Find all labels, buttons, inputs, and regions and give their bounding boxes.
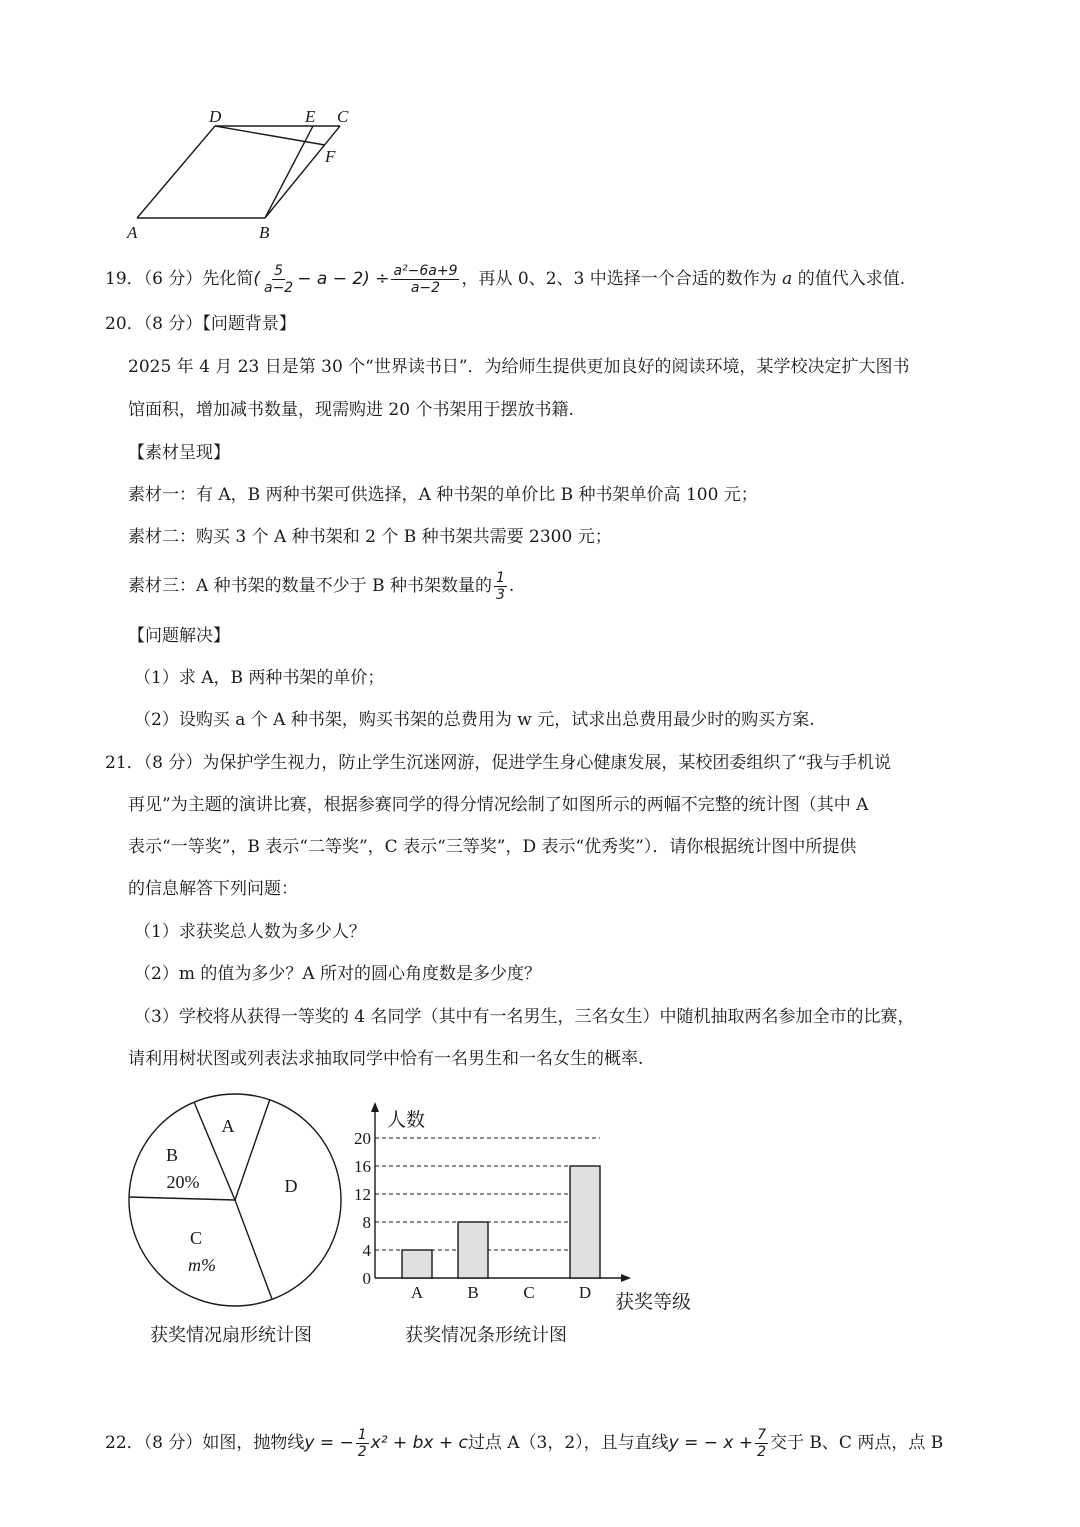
y-tick-label-4: 4 xyxy=(362,1241,371,1260)
q20-material-2: 素材二：购买 3 个 A 种书架和 2 个 B 种书架共需要 2300 元； xyxy=(128,527,612,547)
q20-material-1: 素材一：有 A，B 两种书架可供选择，A 种书架的单价比 B 种书架单价高 100 元； xyxy=(128,485,758,505)
q21-sub-1: （1）求获奖总人数为多少人？ xyxy=(134,922,366,942)
y-tick-label-8: 8 xyxy=(362,1213,371,1232)
pie-label-D: D xyxy=(284,1176,298,1196)
x-axis-title: 获奖等级 xyxy=(615,1292,692,1313)
pie-label-A: A xyxy=(221,1116,235,1136)
q20-material-3: 素材三：A 种书架的数量不少于 B 种书架数量的 $\frac{1}{3}$ . xyxy=(128,570,515,603)
pie-chart-title: 获奖情况扇形统计图 xyxy=(150,1325,312,1346)
bar-D xyxy=(570,1166,600,1278)
x-tick-label-A: A xyxy=(410,1283,424,1302)
question-19: 19．（6 分）先化简( $\frac{5}{a-2}$ − a − 2) ÷ $\frac{\text{a²−6a+9}}{a-2}$ ，再从 0、2、3 中选择一个合适的数作为 a 的值代入求值. xyxy=(105,263,906,296)
q20-background-line-2: 馆面积，增加减书数量，现需购进 20 个书架用于摆放书籍. xyxy=(128,400,574,420)
q20-sub-1: （1）求 A，B 两种书架的单价； xyxy=(134,668,385,688)
q21-line-4: 的信息解答下列问题： xyxy=(128,879,298,899)
q21-line-1: 21．（8 分）为保护学生视力，防止学生沉迷网游，促进学生身心健康发展，某校团委组织了“我与手机说 xyxy=(105,753,892,773)
question-22: 22．（8 分）如图，抛物线y = − $\frac{1}{2}$ x² + bx + c过点 A（3，2），且与直线y = − x + $\frac{7}{2}$ 交于 B、C 两点，点 B xyxy=(105,1427,944,1460)
segment-BE xyxy=(265,126,313,218)
q19-number: 19．（6 分）先化简 xyxy=(105,269,254,289)
y-axis-title: 人数 xyxy=(387,1110,426,1131)
parallelogram-figure xyxy=(115,100,375,245)
pie-value-B: 20% xyxy=(166,1172,200,1192)
q19-middle: − a − 2) ÷ xyxy=(297,269,390,289)
pie-chart xyxy=(120,1085,350,1315)
x-tick-label-C: C xyxy=(523,1283,535,1302)
q19-fraction-1: $\frac{5}{a-2}$ xyxy=(264,263,294,296)
q21-line-2: 再见”为主题的演讲比赛，根据参赛同学的得分情况绘制了如图所示的两幅不完整的统计图（其中 A xyxy=(128,795,869,815)
q20-materials-title: 【素材呈现】 xyxy=(128,443,230,463)
q20-background-line-1: 2025 年 4 月 23 日是第 30 个“世界读书日”．为给师生提供更加良好的阅读环境，某学校决定扩大图书 xyxy=(128,357,910,377)
label-E: E xyxy=(305,107,316,126)
y-tick-label-20: 20 xyxy=(354,1129,371,1148)
pie-divider-A-right xyxy=(235,1099,270,1200)
label-C: C xyxy=(337,107,349,126)
x-tick-label-D: D xyxy=(578,1283,592,1302)
bar-chart-title: 获奖情况条形统计图 xyxy=(405,1325,567,1346)
y-axis-arrow xyxy=(371,1102,379,1112)
pie-label-B: B xyxy=(165,1145,179,1165)
bar-B xyxy=(458,1222,488,1278)
q19-open-paren: ( xyxy=(253,269,260,289)
pie-divider-B-C xyxy=(129,1197,235,1200)
q21-sub-3a: （3）学校将从获得一等奖的 4 名同学（其中有一名男生，三名女生）中随机抽取两名参加全市的比赛， xyxy=(134,1007,915,1027)
q20-sub-2: （2）设购买 a 个 A 种书架，购买书架的总费用为 w 元，试求出总费用最少时的购买方案. xyxy=(134,710,815,730)
q21-line-3: 表示“一等奖”，B 表示“二等奖”，C 表示“三等奖”，D 表示“优秀奖”）．请你根据统计图中所提供 xyxy=(128,837,857,857)
x-tick-label-B: B xyxy=(467,1283,479,1302)
label-B: B xyxy=(259,223,270,242)
q21-sub-2: （2）m 的值为多少？A 所对的圆心角度数是多少度？ xyxy=(134,964,542,984)
q22-fraction-half: $\frac{1}{2}$ xyxy=(357,1427,367,1460)
pie-label-C: C xyxy=(189,1228,203,1248)
x-axis-arrow xyxy=(621,1274,631,1282)
q20-solve-title: 【问题解决】 xyxy=(128,626,230,646)
segment-AD xyxy=(137,126,215,218)
y-tick-label-16: 16 xyxy=(354,1157,371,1176)
q21-sub-3b: 请利用树状图或列表法求抽取同学中恰有一名男生和一名女生的概率. xyxy=(128,1049,644,1069)
label-A: A xyxy=(127,223,138,242)
q19-fraction-2: $\frac{\text{a²−6a+9}}{a-2}$ xyxy=(393,263,458,296)
q20-header: 20．（8 分）【问题背景】 xyxy=(105,314,296,334)
label-F: F xyxy=(325,147,336,166)
y-tick-label-12: 12 xyxy=(354,1185,371,1204)
pie-divider-C-D xyxy=(235,1200,272,1299)
y-tick-label-0: 0 xyxy=(362,1269,371,1288)
label-D: D xyxy=(209,107,222,126)
pie-value-C: m% xyxy=(188,1255,216,1275)
q20-fraction-one-third: $\frac{1}{3}$ xyxy=(495,570,505,603)
q22-fraction-seven-halves: $\frac{7}{2}$ xyxy=(757,1427,767,1460)
bar-A xyxy=(402,1250,432,1278)
segment-BC xyxy=(265,126,340,218)
bar-chart xyxy=(345,1100,715,1315)
